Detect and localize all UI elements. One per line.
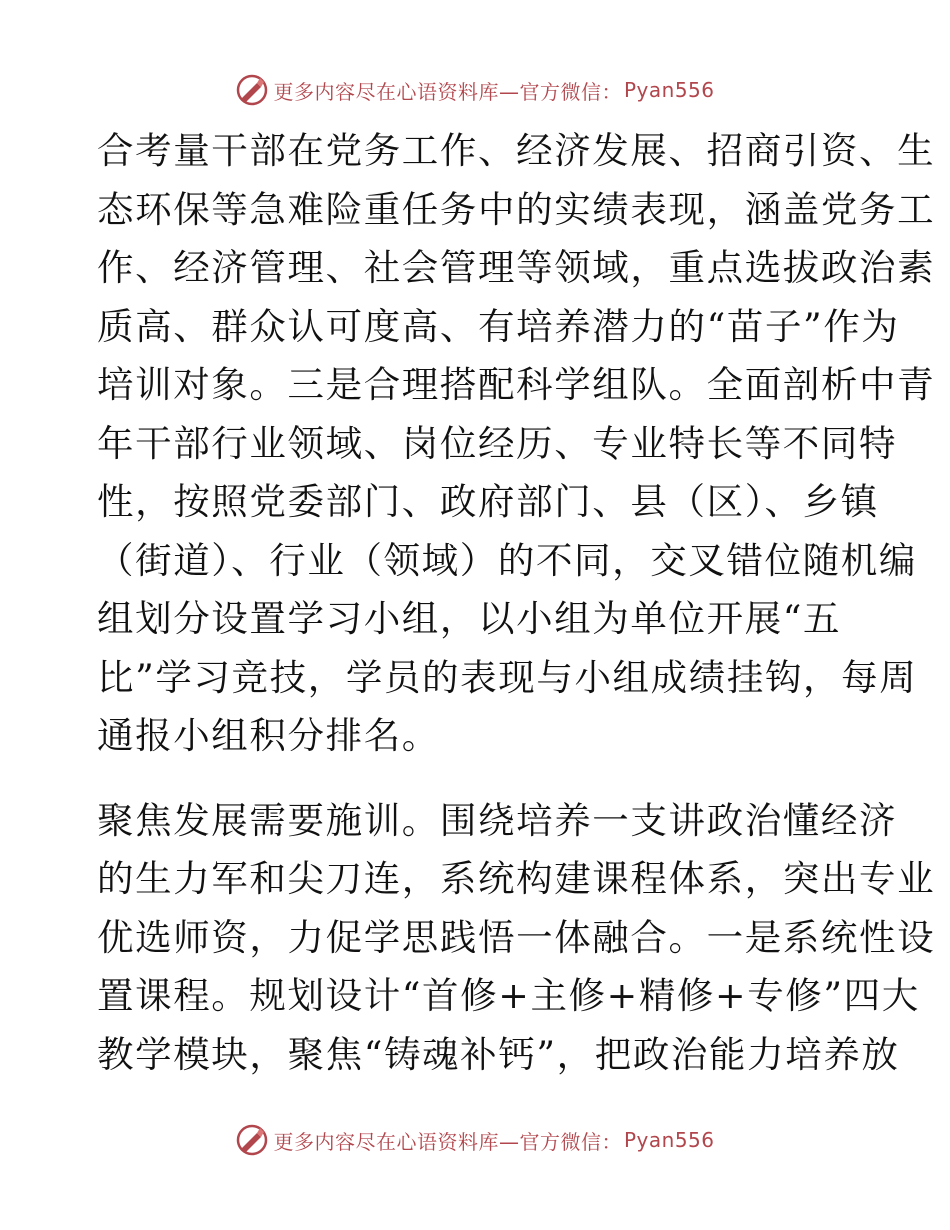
text-line: 态环保等急难险重任务中的实绩表现，涵盖党务工 bbox=[97, 187, 936, 231]
text-line: 比”学习竞技，学员的表现与小组成绩挂钩，每周 bbox=[97, 655, 918, 699]
paragraph-1 bbox=[97, 122, 936, 766]
text-line: （街道）、行业（领域）的不同，交叉错位随机编 bbox=[97, 538, 917, 582]
paragraph-2 bbox=[97, 792, 936, 1085]
document-body bbox=[97, 122, 936, 1084]
footer-watermark bbox=[0, 1120, 950, 1160]
text-line: 作、经济管理、社会管理等领域，重点选拔政治素 bbox=[97, 246, 936, 289]
banner-text: 更多内容尽在心语资料库—官方微信： bbox=[273, 1129, 622, 1154]
text-line: 性，按照党委部门、政府部门、县（区）、乡镇 bbox=[97, 480, 879, 523]
text-line: 合考量干部在党务工作、经济发展、招商引资、生 bbox=[97, 129, 936, 172]
pen-logo-icon bbox=[235, 73, 269, 107]
text-line: 优选师资，力促学思践悟一体融合。一是系统性设 bbox=[97, 915, 936, 959]
text-line: 组划分设置学习小组，以小组为单位开展“五 bbox=[97, 597, 842, 640]
wechat-id: Pyan556 bbox=[623, 78, 715, 102]
pen-logo-icon bbox=[235, 1123, 269, 1157]
text-line: 年干部行业领域、岗位经历、专业特长等不同特 bbox=[97, 421, 898, 465]
banner-text: 更多内容尽在心语资料库—官方微信： bbox=[273, 79, 622, 104]
header-watermark bbox=[0, 70, 950, 110]
text-line: 聚焦发展需要施训。围绕培养一支讲政治懂经济 bbox=[97, 798, 898, 842]
paragraph-gap bbox=[97, 766, 857, 792]
text-line: 通报小组积分排名。 bbox=[97, 714, 440, 757]
text-line: 质高、群众认可度高、有培养潜力的“苗子”作为 bbox=[97, 304, 900, 348]
wechat-id: Pyan556 bbox=[623, 1128, 715, 1152]
text-line: 培训对象。三是合理搭配科学组队。全面剖析中青 bbox=[97, 363, 936, 406]
text-line: 教学模块，聚焦“铸魂补钙”，把政治能力培养放 bbox=[97, 1032, 900, 1076]
text-line: 的生力军和尖刀连，系统构建课程体系，突出专业 bbox=[97, 857, 936, 900]
text-line: 置课程。规划设计“首修+主修+精修+专修”四大 bbox=[97, 974, 920, 1017]
